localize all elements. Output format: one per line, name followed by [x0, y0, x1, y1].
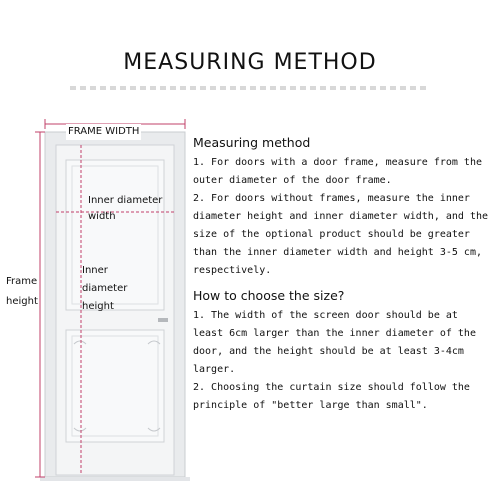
choose-item-1: 1. The width of the screen door should be at least 6cm larger than the inner diameter of the door, and the height should be at least 3-4cm larger. [193, 310, 476, 375]
inner-height-label: Inner diameter height [82, 265, 128, 312]
choose-size-heading: How to choose the size? [193, 288, 345, 303]
measuring-item-1: 1. For doors with a door frame, measure from the outer diameter of the door frame. [193, 157, 482, 186]
door-handle [158, 318, 168, 322]
frame-height-label: Frame height [6, 272, 38, 312]
frame-width-label: FRAME WIDTH [66, 124, 141, 140]
measuring-item-2: 2. For doors without frames, measure the inner diameter height and inner diameter width, and the size of the optional product should be greater than the inner diameter width and height 3-5 cm, respectively. [193, 193, 489, 276]
measuring-method-section [193, 132, 493, 280]
choose-item-2: 2. Choosing the curtain size should follow the principle of "better large than small". [193, 382, 470, 411]
page-title: MEASURING METHOD [123, 50, 377, 75]
choose-size-section [193, 285, 493, 415]
measuring-method-heading: Measuring method [193, 135, 311, 150]
inner-width-label: Inner diameter width [88, 195, 163, 222]
